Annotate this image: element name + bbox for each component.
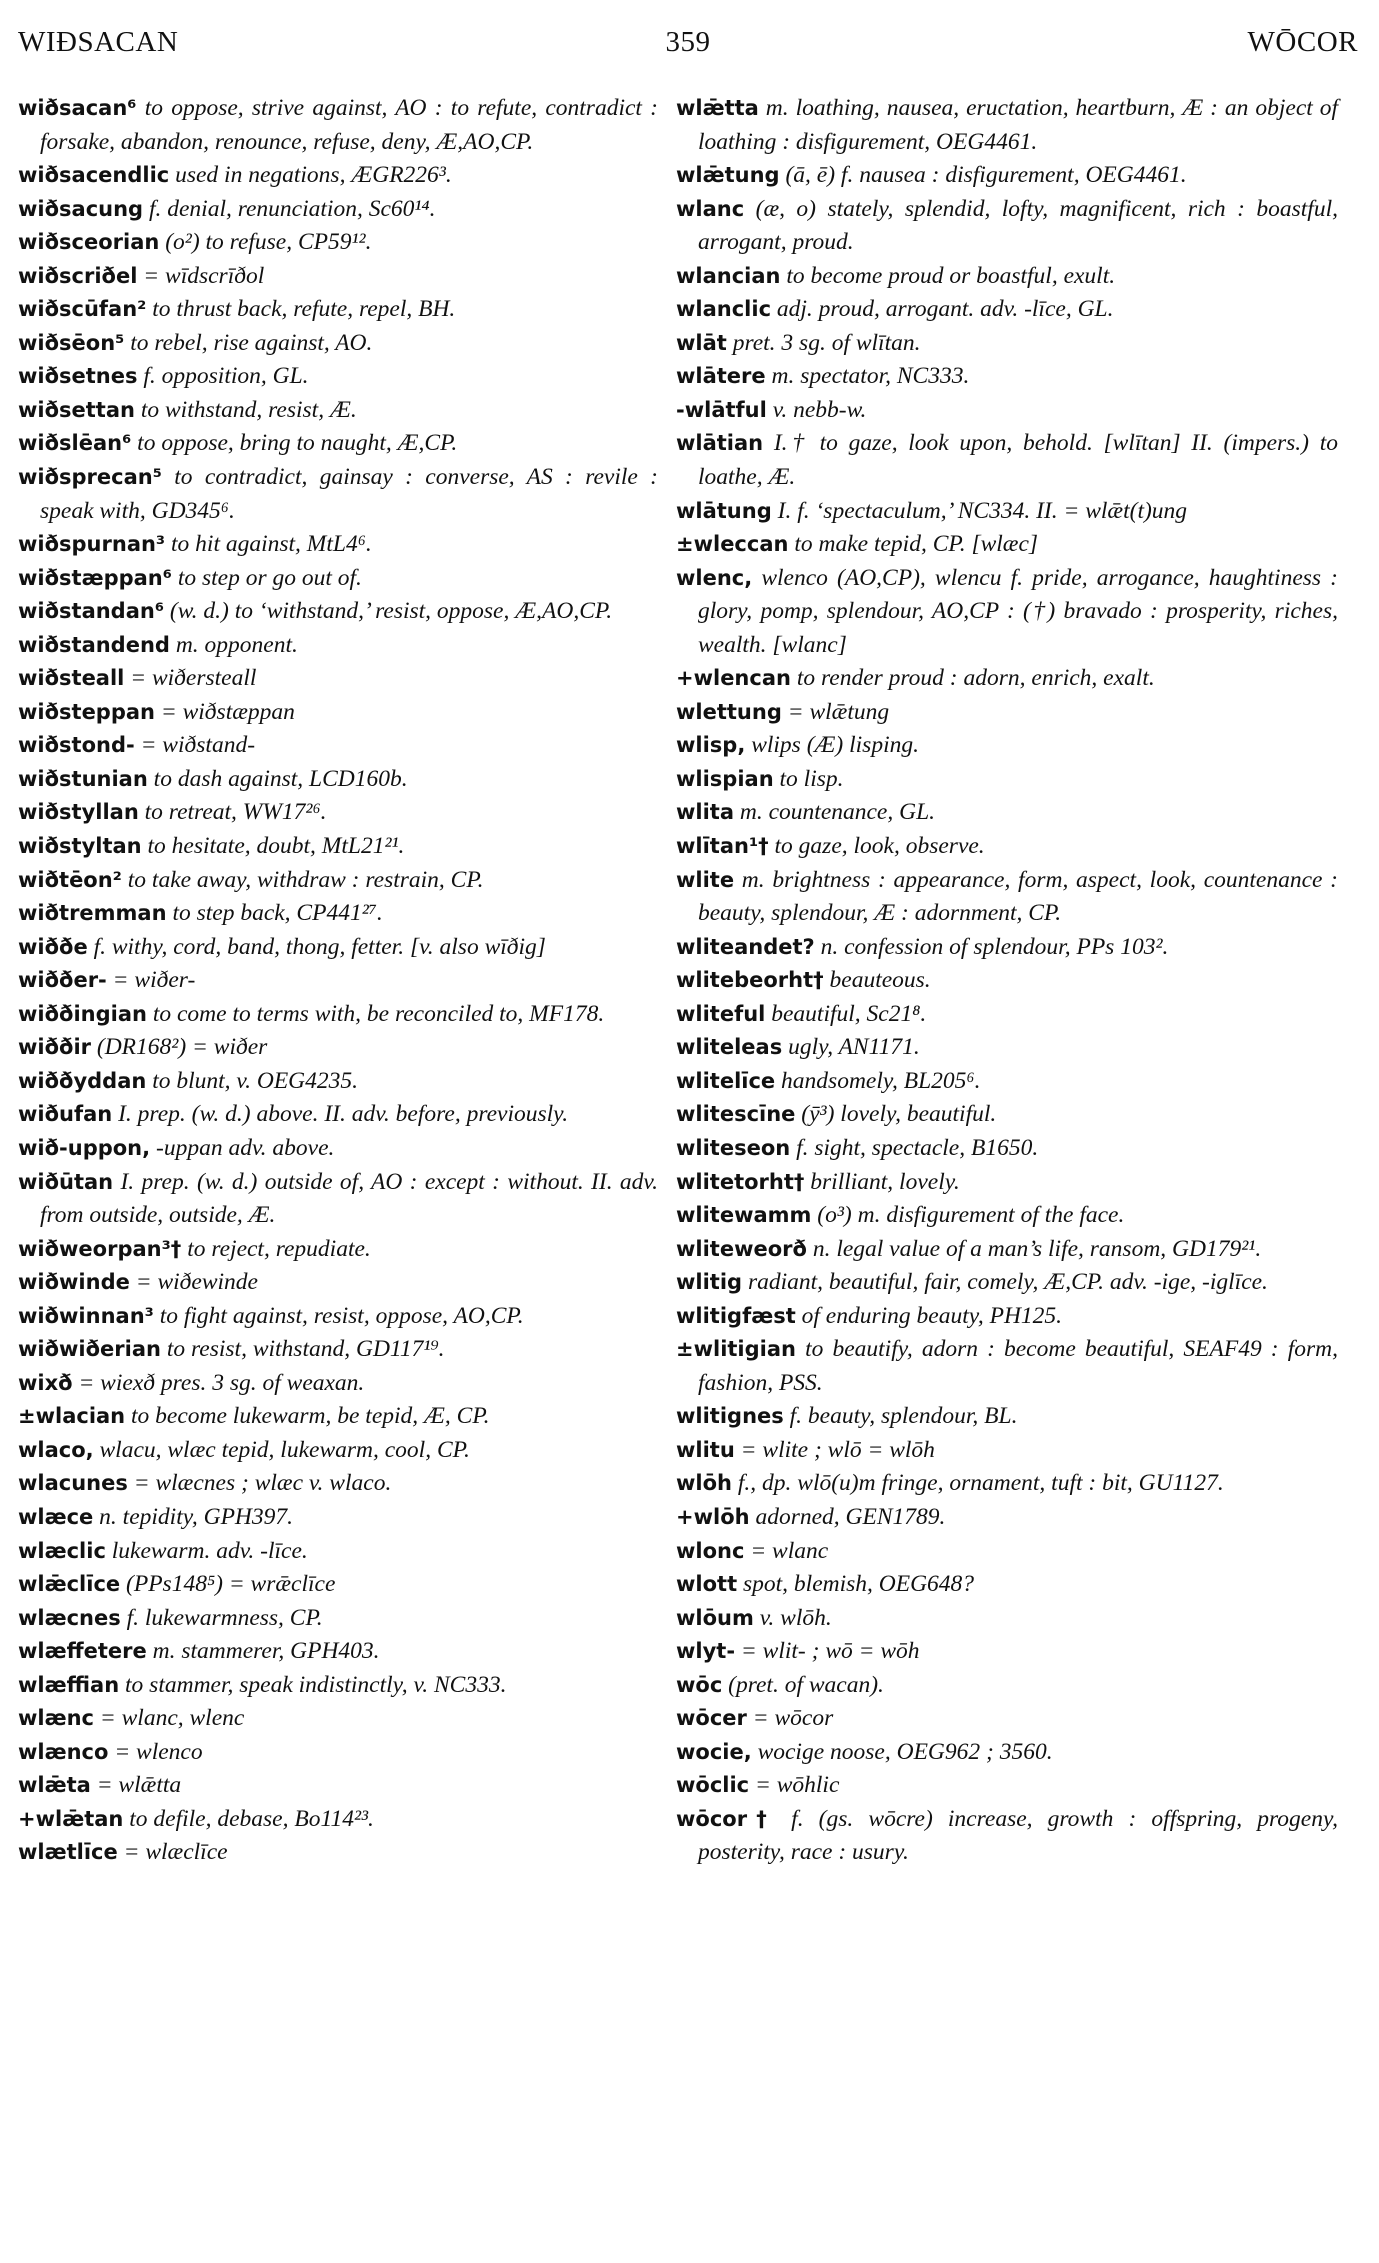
entry-headword: wocie, [676, 1739, 752, 1764]
entry-definition: (æ, o) stately, splendid, lofty, magnificent, rich : boastful, arrogant, proud. [698, 195, 1338, 256]
entry-headword: wlītan¹† [676, 834, 769, 859]
dictionary-entry [676, 1132, 1338, 1166]
entry-headword: wōc [676, 1672, 723, 1697]
entry-definition: to oppose, strive against, AO : to refute, contradict : forsake, abandon, renounce, refuse, deny, Æ,AO,CP. [40, 95, 658, 155]
entry-definition: to take away, withdraw : restrain, CP. [121, 866, 484, 893]
dictionary-entry [18, 1266, 658, 1300]
dictionary-entry [676, 1467, 1338, 1501]
entry-headword: wið-uppon, [18, 1135, 151, 1160]
dictionary-entry [18, 662, 658, 696]
entry-headword: wlātian [676, 431, 764, 456]
entry-headword: wlǣclīce [18, 1572, 121, 1597]
entry-headword: wlæcnes [18, 1605, 121, 1630]
dictionary-entry [676, 1434, 1338, 1468]
entry-headword: wiðscūfan² [18, 297, 147, 322]
entry-definition: to resist, withstand, GD117¹⁹. [160, 1336, 445, 1363]
entry-definition: wlenco (AO,CP), wlencu f. pride, arrogance, haughtiness : glory, pomp, splendour, AO,CP : (†) bravado : prosperity, riches, wealth. [wlanc] [698, 564, 1338, 658]
entry-headword: wiððir [18, 1035, 92, 1060]
entry-definition: pret. 3 sg. of wlītan. [726, 329, 921, 356]
entry-definition: (o²) to refuse, CP59¹². [159, 229, 372, 256]
entry-definition: = wlæcnes ; wlæc v. wlaco. [127, 1470, 392, 1497]
dictionary-entry [18, 159, 658, 193]
dictionary-entry [676, 528, 1338, 562]
entry-definition: v. wlōh. [753, 1604, 832, 1631]
entry-definition: (PPs148⁵) = wrǣclīce [120, 1571, 336, 1598]
dictionary-entry [18, 293, 658, 327]
running-header [18, 26, 1358, 66]
dictionary-entry [18, 1065, 658, 1099]
entry-definition: to step back, CP441²⁷. [166, 900, 383, 927]
entry-headword: wlǣtta [676, 96, 759, 120]
entry-headword: wiðstyllan [18, 800, 139, 825]
entry-definition: (o³) m. disfigurement of the face. [811, 1202, 1125, 1229]
dictionary-entry [676, 1568, 1338, 1602]
entry-headword: ±wleccan [676, 532, 789, 557]
entry-definition: (DR168²) = wiðer [91, 1034, 268, 1061]
entry-headword: wiðstunian [18, 766, 148, 791]
dictionary-entry [676, 662, 1338, 696]
dictionary-entry [18, 696, 658, 730]
entry-definition: ugly, AN1171. [782, 1034, 920, 1061]
entry-definition: beauteous. [823, 967, 931, 994]
dictionary-entry [676, 1769, 1338, 1803]
dictionary-entry [18, 931, 658, 965]
dictionary-entry [18, 1467, 658, 1501]
dictionary-entry [18, 1769, 658, 1803]
dictionary-entry [676, 293, 1338, 327]
dictionary-entry [18, 360, 658, 394]
entry-headword: wiðsacendlic [18, 163, 170, 188]
entry-definition: = wiðewinde [129, 1269, 258, 1296]
entry-definition: (w. d.) to ‘withstand,’ resist, oppose, Æ,AO,CP. [164, 598, 613, 625]
entry-headword: wlǣtung [676, 163, 780, 188]
dictionary-entry [18, 1501, 658, 1535]
dictionary-entry [676, 1400, 1338, 1434]
entry-definition: to hit against, MtL4⁶. [165, 531, 372, 558]
entry-headword: wlænco [18, 1739, 109, 1764]
entry-headword: wlitebeorht† [676, 968, 824, 993]
entry-headword: wlætlīce [18, 1840, 118, 1865]
dictionary-entry [676, 1702, 1338, 1736]
entry-headword: wiðslēan⁶ [18, 431, 132, 456]
entry-headword: wiðsprecan⁵ [18, 465, 162, 490]
entry-definition: f., dp. wlō(u)m fringe, ornament, tuft : bit, GU1127. [731, 1470, 1224, 1497]
dictionary-entry [676, 1602, 1338, 1636]
entry-definition: to contradict, gainsay : converse, AS : revile : speak with, GD345⁶. [40, 464, 658, 524]
dictionary-entry [18, 562, 658, 596]
entry-definition: f. denial, renunciation, Sc60¹⁴. [143, 195, 436, 222]
entry-headword: -wlātful [676, 397, 767, 422]
entry-definition: adorned, GEN1789. [749, 1503, 946, 1530]
dictionary-entry [18, 193, 658, 227]
dictionary-entry [676, 495, 1338, 529]
dictionary-entry [18, 998, 658, 1032]
dictionary-entry [676, 1736, 1338, 1770]
dictionary-entry [18, 729, 658, 763]
entry-definition: = wlǣtung [781, 698, 890, 725]
entry-headword: wiðtēon² [18, 867, 122, 892]
dictionary-entry [676, 931, 1338, 965]
entry-definition: used in negations, ÆGR226³. [169, 162, 452, 189]
dictionary-entry [18, 1233, 658, 1267]
entry-definition: to dash against, LCD160b. [147, 765, 408, 792]
dictionary-entry [18, 1166, 658, 1233]
dictionary-entry [18, 864, 658, 898]
entry-headword: wōclic [676, 1773, 750, 1798]
entry-definition: = wiðstæppan [155, 698, 295, 725]
entry-definition: n. tepidity, GPH397. [93, 1503, 294, 1530]
entry-headword: wlott [676, 1572, 738, 1597]
entry-definition: -uppan adv. above. [150, 1134, 335, 1161]
dictionary-entry [676, 92, 1338, 159]
entry-headword: wlacunes [18, 1471, 128, 1496]
entry-headword: wlitignes [676, 1404, 784, 1429]
entry-definition: f. beauty, splendour, BL. [783, 1403, 1018, 1430]
entry-definition: m. opponent. [169, 631, 298, 658]
entry-definition: m. countenance, GL. [734, 799, 936, 826]
entry-headword: wlitigfæst [676, 1303, 796, 1328]
dictionary-entry [676, 193, 1338, 260]
entry-headword: wlitescīne [676, 1102, 796, 1127]
entry-definition: n. legal value of a man’s life, ransom, GD179²¹. [806, 1235, 1262, 1262]
entry-headword: wliteweorð [676, 1236, 807, 1261]
entry-headword: wiðweorpan³† [18, 1236, 182, 1261]
entry-definition: wocige noose, OEG962 ; 3560. [751, 1738, 1053, 1765]
dictionary-entry [676, 1300, 1338, 1334]
dictionary-entry [18, 897, 658, 931]
entry-headword: wiðstond- [18, 733, 135, 758]
entry-headword: +wlǣtan [18, 1806, 124, 1831]
dictionary-entry [676, 1635, 1338, 1669]
dictionary-entry [676, 998, 1338, 1032]
entry-headword: wliteleas [676, 1035, 783, 1060]
entry-definition: to stammer, speak indistinctly, v. NC333. [119, 1671, 507, 1698]
entry-headword: wlitewamm [676, 1203, 812, 1228]
right-column [676, 92, 1338, 1870]
entry-headword: ±wlitigian [676, 1337, 796, 1362]
dictionary-entry [18, 1836, 658, 1870]
entry-headword: wiðsteppan [18, 699, 155, 724]
entry-definition: beautiful, Sc21⁸. [765, 1000, 927, 1027]
entry-definition: = wōcor [746, 1705, 834, 1732]
entry-headword: wliteful [676, 1001, 766, 1026]
dictionary-entry [18, 1333, 658, 1367]
dictionary-entry [18, 1098, 658, 1132]
entry-definition: to blunt, v. OEG4235. [146, 1067, 359, 1094]
entry-headword: wiðstandan⁶ [18, 599, 165, 624]
entry-headword: wlitu [676, 1437, 735, 1462]
entry-headword: wlisp, [676, 733, 746, 758]
dictionary-entry [18, 394, 658, 428]
entry-definition: to withstand, resist, Æ. [134, 396, 357, 423]
dictionary-entry [18, 1635, 658, 1669]
header-left-guideword: WIÐSACAN [18, 26, 179, 58]
dictionary-entry [676, 763, 1338, 797]
entry-headword: wōcor† [676, 1806, 777, 1831]
dictionary-entry [18, 528, 658, 562]
dictionary-entry [676, 830, 1338, 864]
dictionary-entry [18, 327, 658, 361]
dictionary-entry [676, 360, 1338, 394]
entry-headword: wiððyddan [18, 1068, 147, 1093]
dictionary-entry [676, 1669, 1338, 1703]
entry-definition: m. stammerer, GPH403. [146, 1638, 380, 1665]
entry-definition: = wiðer- [106, 967, 196, 994]
entry-headword: wlanclic [676, 297, 772, 322]
entry-definition: adj. proud, arrogant. adv. -līce, GL. [771, 296, 1114, 323]
dictionary-entry [18, 1031, 658, 1065]
entry-definition: = wlǣtta [90, 1772, 182, 1799]
dictionary-entry [676, 562, 1338, 663]
entry-definition: (pret. of wacan). [722, 1671, 884, 1698]
dictionary-entry [676, 1333, 1338, 1400]
entry-headword: wlita [676, 800, 735, 825]
entry-headword: wlanc [676, 196, 745, 221]
entry-headword: wlōh [676, 1471, 732, 1496]
dictionary-entry [18, 964, 658, 998]
dictionary-entry [18, 1535, 658, 1569]
entry-definition: to oppose, bring to naught, Æ,CP. [131, 430, 458, 457]
dictionary-entry [676, 260, 1338, 294]
entry-headword: wixð [18, 1370, 73, 1395]
entry-definition: spot, blemish, OEG648? [737, 1571, 975, 1598]
dictionary-entry [18, 796, 658, 830]
entry-definition: = wiexð pres. 3 sg. of weaxan. [72, 1369, 365, 1396]
dictionary-entry [676, 1166, 1338, 1200]
entry-headword: wiðwinde [18, 1270, 130, 1295]
dictionary-entry [18, 1132, 658, 1166]
entry-definition: brilliant, lovely. [804, 1168, 960, 1195]
entry-definition: of enduring beauty, PH125. [795, 1302, 1063, 1329]
entry-definition: to fight against, resist, oppose, AO,CP. [153, 1302, 524, 1329]
entry-headword: wōcer [676, 1706, 747, 1731]
dictionary-entry [18, 830, 658, 864]
entry-headword: wiðsceorian [18, 230, 160, 255]
page-number: 359 [665, 26, 711, 58]
entry-definition: f. sight, spectacle, B1650. [790, 1134, 1039, 1161]
dictionary-entry [676, 159, 1338, 193]
dictionary-entry [676, 1065, 1338, 1099]
dictionary-entry [18, 1300, 658, 1334]
entry-definition: to rebel, rise against, AO. [124, 329, 373, 356]
entry-definition: to gaze, look, observe. [768, 833, 985, 860]
dictionary-entry [676, 1535, 1338, 1569]
dictionary-entry [676, 1233, 1338, 1267]
dictionary-entry [18, 763, 658, 797]
entry-headword: wlaco, [18, 1437, 94, 1462]
entry-definition: wlacu, wlæc tepid, lukewarm, cool, CP. [93, 1436, 470, 1463]
entry-headword: wlitig [676, 1270, 743, 1295]
dictionary-entry [676, 1199, 1338, 1233]
entry-headword: wlenc, [676, 565, 753, 590]
entry-definition: v. nebb-w. [766, 396, 867, 423]
entry-headword: +wlencan [676, 666, 791, 691]
entry-definition: = wlanc [744, 1537, 829, 1564]
dictionary-entry [676, 964, 1338, 998]
entry-definition: I. prep. (w. d.) outside of, AO : except : without. II. adv. from outside, outside, Æ. [40, 1168, 658, 1229]
entry-definition: to reject, repudiate. [181, 1235, 371, 1262]
entry-headword: wiðsēon⁵ [18, 330, 125, 355]
dictionary-entry [18, 1400, 658, 1434]
entry-definition: to come to terms with, be reconciled to, MF178. [146, 1000, 605, 1027]
entry-definition: radiant, beautiful, fair, comely, Æ,CP. adv. -ige, -iglīce. [742, 1269, 1268, 1296]
entry-headword: wliteandet? [676, 934, 815, 959]
entry-headword: ±wlacian [18, 1404, 126, 1429]
entry-headword: wlæce [18, 1504, 94, 1529]
dictionary-entry [18, 1568, 658, 1602]
entry-headword: wiððe [18, 934, 88, 959]
entry-definition: wlips (Æ) lisping. [745, 732, 919, 759]
entry-headword: wlitelīce [676, 1068, 776, 1093]
entry-headword: +wlōh [676, 1504, 750, 1529]
entry-headword: wlancian [676, 263, 781, 288]
entry-definition: to hesitate, doubt, MtL21²¹. [141, 833, 405, 860]
entry-definition: n. confession of splendour, PPs 103². [814, 933, 1169, 960]
dictionary-entry [676, 1031, 1338, 1065]
entry-definition: f. opposition, GL. [137, 363, 309, 390]
dictionary-entry [18, 1736, 658, 1770]
entry-definition: I.† to gaze, look upon, behold. [wlītan] II. (impers.) to loathe, Æ. [698, 430, 1338, 491]
entry-definition: = wīdscrīðol [137, 262, 265, 289]
entry-definition: (ā, ē) f. nausea : disfigurement, OEG4461. [779, 162, 1187, 189]
entry-definition: lukewarm. adv. -līce. [105, 1537, 308, 1564]
entry-definition: to defile, debase, Bo114²³. [123, 1805, 374, 1832]
entry-headword: wliteseon [676, 1135, 791, 1160]
entry-headword: wiðspurnan³ [18, 532, 166, 557]
entry-headword: wlōum [676, 1605, 754, 1630]
entry-definition: = wiðersteall [124, 665, 257, 692]
dictionary-entry [18, 629, 658, 663]
entry-definition: I. prep. (w. d.) above. II. adv. before, previously. [112, 1101, 569, 1128]
dictionary-entry [18, 92, 658, 159]
dictionary-entry [18, 1434, 658, 1468]
entry-headword: wlite [676, 867, 735, 892]
entry-headword: wlitetorht† [676, 1169, 805, 1194]
dictionary-entry [18, 595, 658, 629]
entry-definition: f. (gs. wōcre) increase, growth : offspring, progeny, posterity, race : usury. [698, 1805, 1338, 1866]
dictionary-entry [18, 427, 658, 461]
entry-headword: wiðtremman [18, 901, 167, 926]
entry-definition: to become lukewarm, be tepid, Æ, CP. [125, 1403, 490, 1430]
entry-definition: m. brightness : appearance, form, aspect, look, countenance : beauty, splendour, Æ : adornment, CP. [698, 866, 1338, 927]
dictionary-entry [18, 1669, 658, 1703]
entry-headword: wiðsetnes [18, 364, 138, 389]
dictionary-entry [676, 864, 1338, 931]
entry-definition: = wlenco [108, 1738, 203, 1765]
entry-definition: f. withy, cord, band, thong, fetter. [v. also wīðig] [87, 933, 546, 960]
entry-definition: to beautify, adorn : become beautiful, SEAF49 : form, fashion, PSS. [698, 1336, 1338, 1396]
entry-definition: to render proud : adorn, enrich, exalt. [790, 665, 1155, 692]
entry-headword: wlæffetere [18, 1639, 147, 1664]
dictionary-entry [676, 1098, 1338, 1132]
dictionary-entry [18, 1367, 658, 1401]
entry-definition: = wōhlic [749, 1772, 840, 1799]
dictionary-entry [676, 1803, 1338, 1870]
entry-definition: to make tepid, CP. [wlæc] [788, 531, 1039, 558]
entry-headword: wlāt [676, 330, 727, 355]
header-right-guideword: WŌCOR [1247, 26, 1358, 58]
entry-headword: wiððingian [18, 1001, 147, 1026]
dictionary-entry [676, 729, 1338, 763]
entry-headword: wlænc [18, 1706, 95, 1731]
entry-definition: to become proud or boastful, exult. [780, 262, 1116, 289]
entry-definition: m. loathing, nausea, eructation, heartburn, Æ : an object of loathing : disfigurement, OEG4461. [698, 95, 1338, 155]
entry-headword: wiðsettan [18, 397, 135, 422]
entry-definition: (ȳ³) lovely, beautiful. [795, 1101, 997, 1128]
entry-definition: = wlæclīce [117, 1839, 228, 1866]
dictionary-entry [18, 226, 658, 260]
entry-definition: to thrust back, refute, repel, BH. [146, 296, 456, 323]
dictionary-entry [676, 427, 1338, 494]
entry-headword: wiðsacan⁶ [18, 96, 137, 120]
left-column [18, 92, 658, 1870]
entry-headword: wiðstandend [18, 632, 170, 657]
entry-headword: wlātung [676, 498, 772, 523]
entry-headword: wlispian [676, 766, 774, 791]
dictionary-entry [18, 1803, 658, 1837]
entry-definition: to lisp. [773, 765, 844, 792]
entry-definition: f. lukewarmness, CP. [120, 1604, 323, 1631]
entry-definition: handsomely, BL205⁶. [775, 1067, 981, 1094]
dictionary-entry [676, 1501, 1338, 1535]
entry-definition: = wlit- ; wō = wōh [735, 1638, 920, 1665]
dictionary-entry [676, 796, 1338, 830]
dictionary-entry [18, 461, 658, 528]
dictionary-entry [676, 327, 1338, 361]
dictionary-entry [676, 1266, 1338, 1300]
entry-headword: wlonc [676, 1538, 745, 1563]
entry-headword: wlæffian [18, 1672, 120, 1697]
dictionary-entry [18, 1702, 658, 1736]
entry-definition: I. f. ‘spectaculum,’ NC334. II. = wlǣt(t)ung [771, 497, 1188, 524]
dictionary-entry [676, 696, 1338, 730]
entry-definition: = wlanc, wlenc [94, 1705, 245, 1732]
entry-headword: wiðufan [18, 1102, 113, 1127]
entry-headword: wiðwiðerian [18, 1337, 161, 1362]
entry-headword: wiðstyltan [18, 834, 142, 859]
entry-headword: wiðsteall [18, 666, 125, 691]
entry-headword: wiðscriðel [18, 263, 138, 288]
dictionary-entry [18, 1602, 658, 1636]
entry-definition: to retreat, WW17²⁶. [138, 799, 327, 826]
entry-definition: = wlite ; wlō = wlōh [734, 1436, 935, 1463]
entry-definition: m. spectator, NC333. [765, 363, 970, 390]
dictionary-entry [18, 260, 658, 294]
entry-headword: wiððer- [18, 968, 107, 993]
entry-headword: wiðwinnan³ [18, 1303, 154, 1328]
dictionary-entry [676, 394, 1338, 428]
entry-definition: = wiðstand- [134, 732, 256, 759]
entry-headword: wlæclic [18, 1538, 106, 1563]
entry-headword: wiðstæppan⁶ [18, 565, 172, 590]
entry-headword: wlǣta [18, 1773, 91, 1798]
entry-definition: to step or go out of. [171, 564, 362, 591]
entry-headword: wlātere [676, 364, 766, 389]
entry-headword: wiðūtan [18, 1169, 114, 1194]
entry-headword: wlyt- [676, 1639, 736, 1664]
entry-headword: wlettung [676, 699, 782, 724]
entry-headword: wiðsacung [18, 196, 144, 221]
